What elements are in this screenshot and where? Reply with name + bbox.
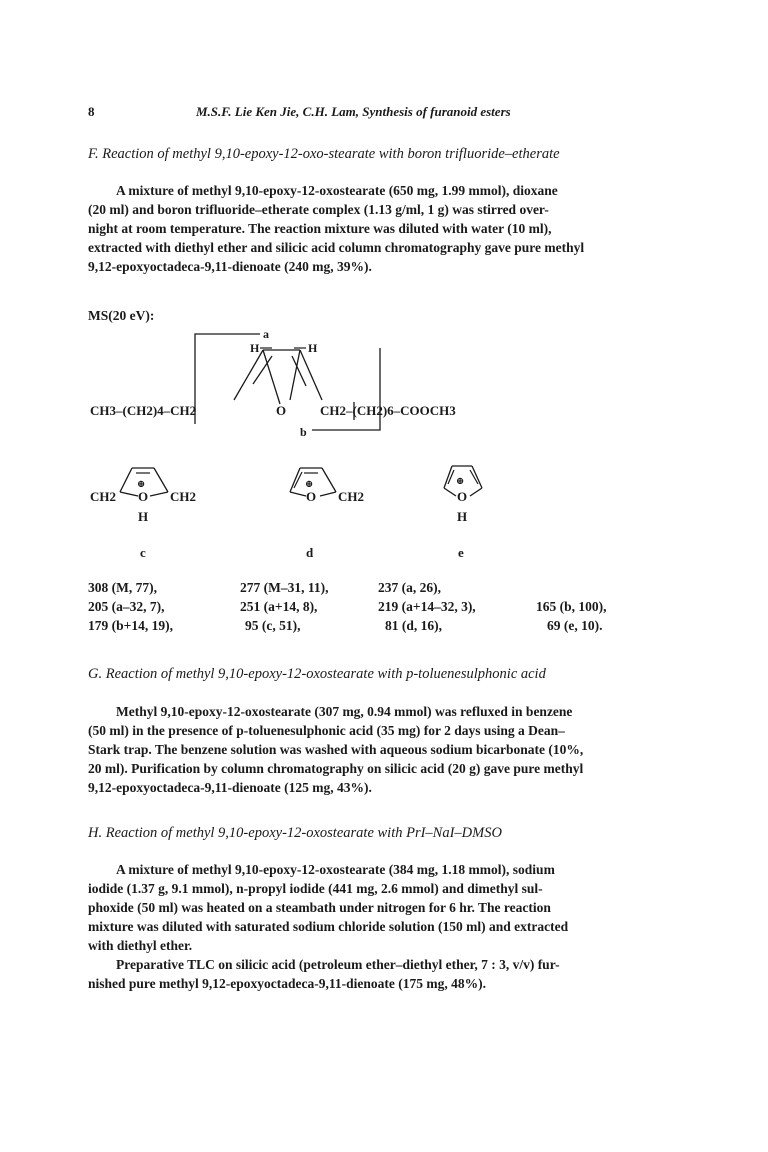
ring-h-right: H [308, 341, 318, 355]
peak: 237 (a, 26), [378, 580, 441, 595]
text-line: extracted with diethyl ether and silicic acid column chromatography gave pure methyl [88, 240, 585, 255]
peak: 69 (e, 10). [547, 618, 603, 633]
section-f-body [88, 181, 688, 276]
fragment-c [90, 468, 196, 560]
section-f-heading: F. Reaction of methyl 9,10-epoxy-12-oxo-stearate with boron trifluoride–etherate [88, 146, 560, 162]
peak: 277 (M–31, 11), [240, 580, 329, 595]
text-line: Stark trap. The benzene solution was washed with aqueous sodium bicarbonate (10%, [88, 742, 584, 757]
text-line: with diethyl ether. [88, 938, 193, 953]
plus-charge: ⊕ [137, 479, 146, 490]
text-line: mixture was diluted with saturated sodium chloride solution (150 ml) and extracted [88, 919, 569, 934]
fragment-d [290, 468, 364, 560]
section-g-heading: G. Reaction of methyl 9,10-epoxy-12-oxostearate with p-toluenesulphonic acid [88, 666, 546, 682]
peak: 308 (M, 77), [88, 580, 157, 595]
peak: 165 (b, 100), [536, 599, 607, 614]
peak: 81 (d, 16), [385, 618, 442, 633]
furan-structure-scheme [80, 320, 680, 565]
peak: 219 (a+14–32, 3), [378, 599, 476, 614]
text-line: 20 ml). Purification by column chromatography on silicic acid (20 g) gave pure methyl [88, 761, 584, 776]
text-line: (50 ml) in the presence of p-toluenesulphonic acid (35 mg) for 2 days using a Dean– [88, 723, 565, 738]
fragment-e-oxygen: O [457, 489, 468, 504]
ring-h-left: H [250, 341, 260, 355]
ring-oxygen: O [276, 403, 287, 418]
furan-ring [234, 341, 322, 418]
left-chain: CH3–(CH2)4–CH2 [90, 403, 197, 418]
text-line: A mixture of methyl 9,10-epoxy-12-oxostearate (384 mg, 1.18 mmol), sodium [116, 862, 555, 877]
right-chain: CH2–(CH2)6–COOCH3 [320, 403, 456, 418]
running-title: M.S.F. Lie Ken Jie, C.H. Lam, Synthesis of furanoid esters [196, 104, 511, 119]
fragment-c-left: CH2 [90, 489, 116, 504]
fragment-c-h: H [138, 509, 149, 524]
fragment-d-right: CH2 [338, 489, 364, 504]
text-line: 9,12-epoxyoctadeca-9,11-dienoate (240 mg, 39%). [88, 259, 372, 274]
fragment-c-label: c [140, 545, 146, 560]
running-header [88, 104, 688, 120]
fragment-e-h: H [457, 509, 468, 524]
text-line: 9,12-epoxyoctadeca-9,11-dienoate (125 mg, 43%). [88, 780, 372, 795]
text-line: phoxide (50 ml) was heated on a steambath under nitrogen for 6 hr. The reaction [88, 900, 551, 915]
section-h-body [88, 860, 688, 993]
peak: 95 (c, 51), [245, 618, 301, 633]
peak: 251 (a+14, 8), [240, 599, 318, 614]
plus-charge: ⊕ [305, 479, 314, 490]
text-line: Methyl 9,10-epoxy-12-oxostearate (307 mg, 0.94 mmol) was refluxed in benzene [116, 704, 573, 719]
text-line: A mixture of methyl 9,10-epoxy-12-oxostearate (650 mg, 1.99 mmol), dioxane [116, 183, 558, 198]
text-line: nished pure methyl 9,12-epoxyoctadeca-9,11-dienoate (175 mg, 48%). [88, 976, 486, 991]
fragment-d-oxygen: O [306, 489, 317, 504]
plus-charge: ⊕ [456, 476, 465, 487]
fragment-c-right: CH2 [170, 489, 196, 504]
text-line: iodide (1.37 g, 9.1 mmol), n-propyl iodide (441 mg, 2.6 mmol) and dimethyl sul- [88, 881, 543, 896]
peak: 179 (b+14, 19), [88, 618, 173, 633]
text-line: Preparative TLC on silicic acid (petroleum ether–diethyl ether, 7 : 3, v/v) fur- [116, 957, 560, 972]
fragment-d-label: d [306, 545, 314, 560]
peak: 205 (a–32, 7), [88, 599, 165, 614]
label-a: a [263, 327, 269, 341]
label-b: b [300, 425, 307, 439]
section-h-heading: H. Reaction of methyl 9,10-epoxy-12-oxostearate with PrI–NaI–DMSO [88, 825, 502, 841]
page-number: 8 [88, 104, 95, 119]
fragment-e-label: e [458, 545, 464, 560]
ms-label: MS(20 eV): [88, 308, 155, 323]
section-g-body [88, 702, 688, 797]
fragment-e [444, 466, 482, 560]
text-line: night at room temperature. The reaction mixture was diluted with water (10 ml), [88, 221, 552, 236]
fragment-c-oxygen: O [138, 489, 149, 504]
text-line: (20 ml) and boron trifluoride–etherate complex (1.13 g/ml, 1 g) was stirred over- [88, 202, 549, 217]
